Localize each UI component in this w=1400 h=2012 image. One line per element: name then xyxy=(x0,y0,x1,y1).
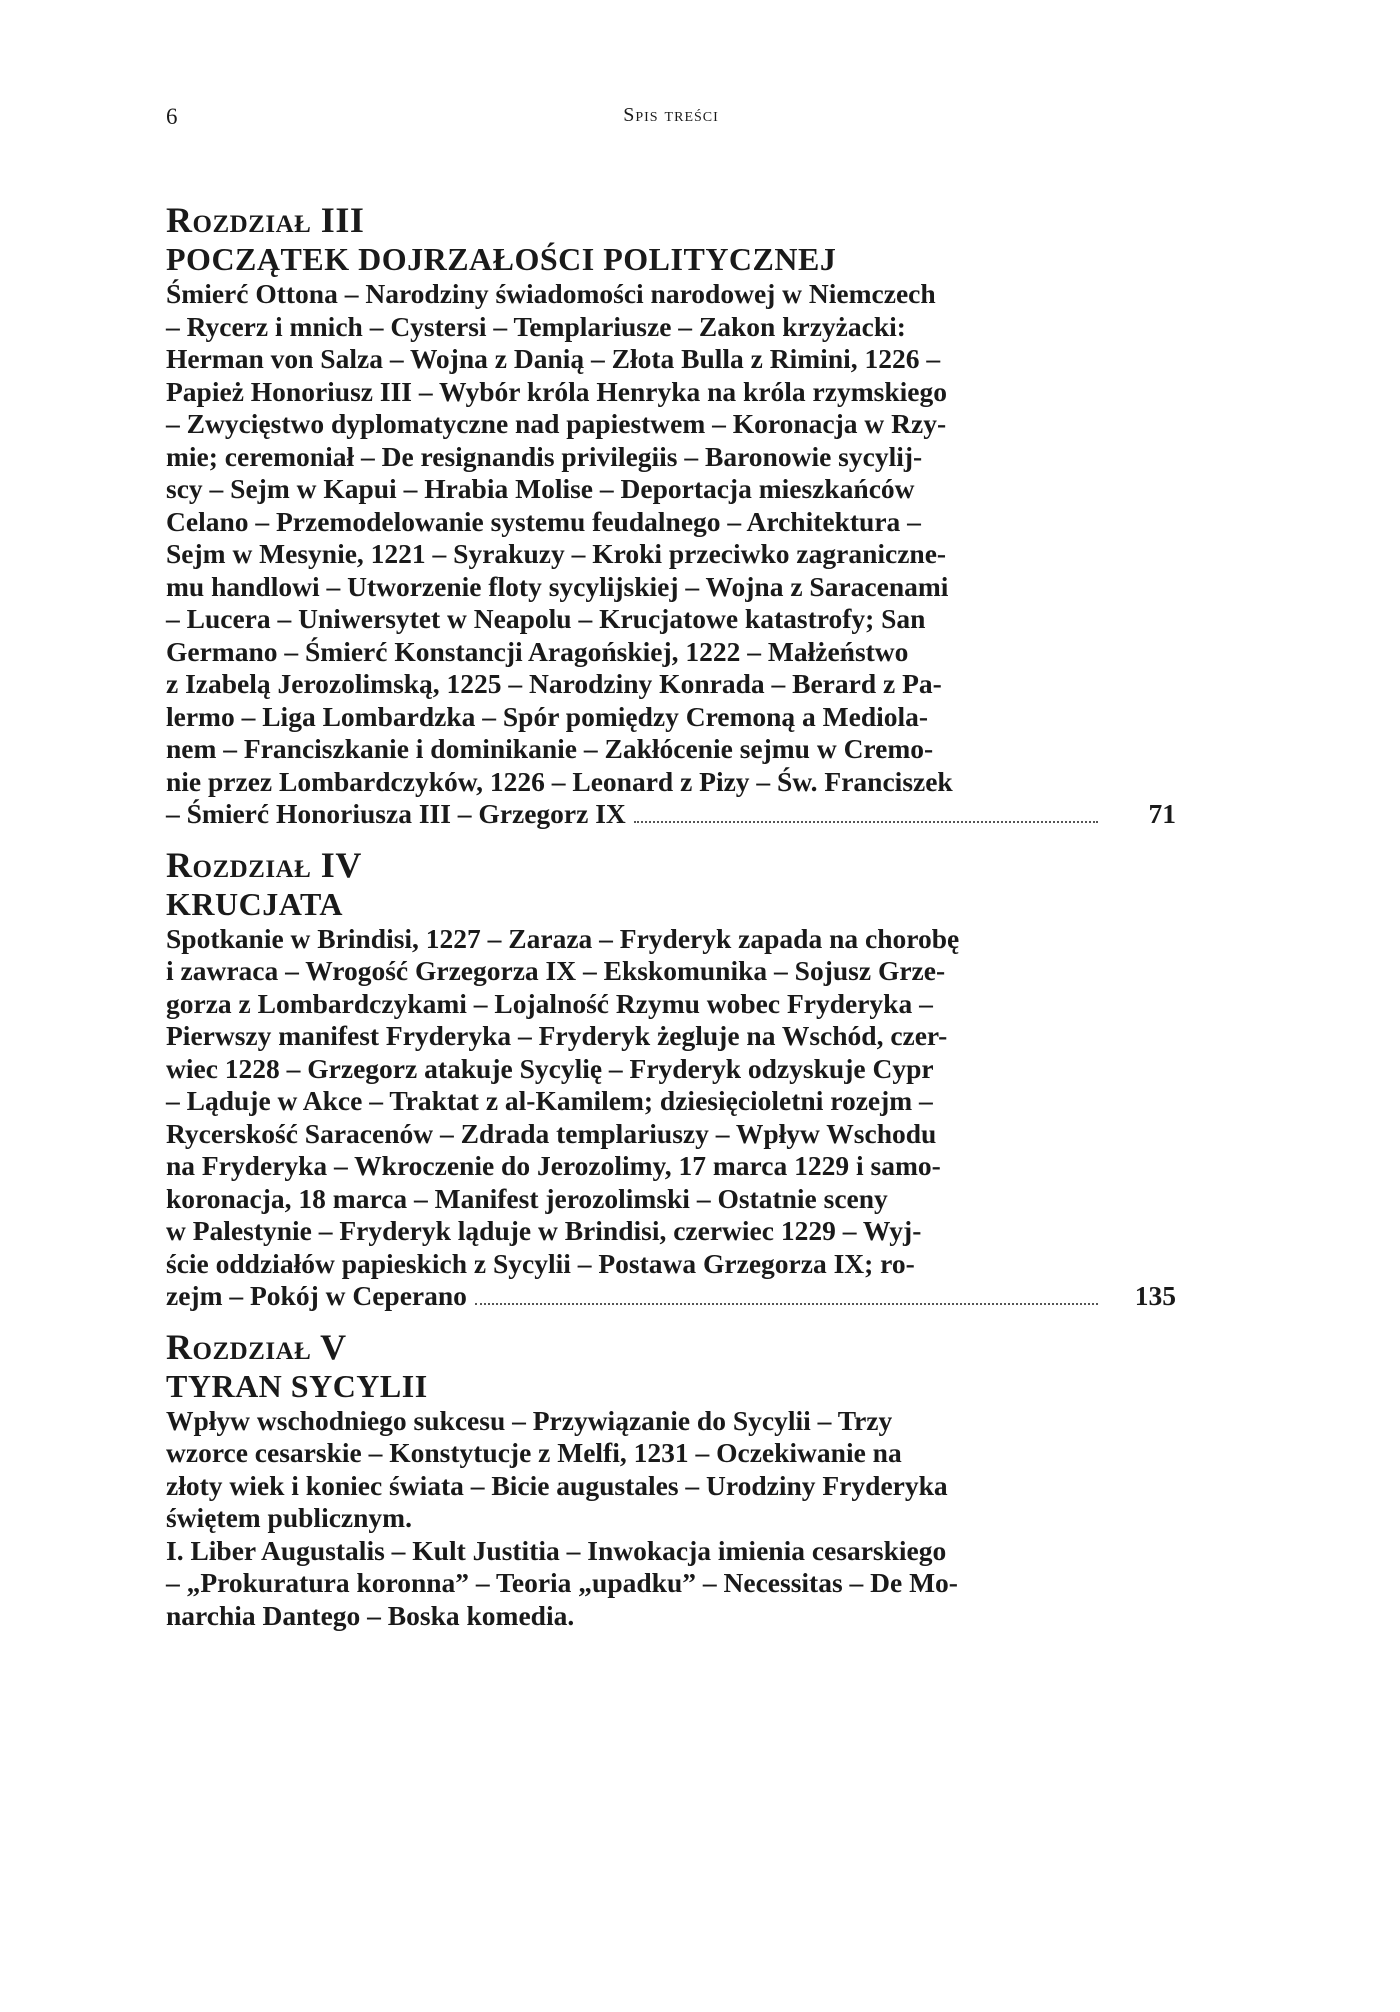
summary-line: – Lucera – Uniwersytet w Neapolu – Krucjatowe katastrofy; San xyxy=(166,603,926,634)
summary-line: lermo – Liga Lombardzka – Spór pomiędzy Cremoną a Mediola- xyxy=(166,700,929,732)
summary-line: mie; ceremoniał – De resignandis privilegiis – Baronowie sycylij- xyxy=(166,440,923,472)
chapter-title: KRUCJATA xyxy=(166,885,344,922)
toc-final-line xyxy=(166,798,1176,831)
chapter-entry xyxy=(166,844,1176,1313)
dot-leader xyxy=(634,821,1098,823)
summary-line: z Izabelą Jerozolimską, 1225 – Narodziny Konrada – Berard z Pa- xyxy=(166,668,942,699)
dot-leader xyxy=(475,1303,1098,1305)
summary-line: w Palestynie – Fryderyk ląduje w Brindisi, czerwiec 1229 – Wyj- xyxy=(166,1215,922,1246)
toc-final-line xyxy=(166,1280,1176,1313)
summary-line: świętem publicznym. xyxy=(166,1502,412,1533)
chapter-summary xyxy=(166,278,1176,831)
summary-line: Sejm w Mesynie, 1221 – Syrakuzy – Kroki przeciwko zagraniczne- xyxy=(166,538,947,569)
summary-line: nem – Franciszkanie i dominikanie – Zakłócenie sejmu w Cremo- xyxy=(166,733,934,764)
chapter-title: POCZĄTEK DOJRZAŁOŚCI POLITYCZNEJ xyxy=(166,241,837,277)
chapter-label: Rozdział IV xyxy=(166,844,362,885)
summary-line: – Rycerz i mnich – Cystersi – Templariusze – Zakon krzyżacki: xyxy=(166,310,906,342)
summary-line: na Fryderyka – Wkroczenie do Jerozolimy, 17 marca 1229 i samo- xyxy=(166,1150,941,1181)
chapter-summary xyxy=(166,1405,1096,1633)
summary-line: Wpływ wschodniego sukcesu – Przywiązanie do Sycylii – Trzy xyxy=(166,1404,893,1436)
chapter-summary xyxy=(166,922,1176,1313)
summary-line: koronacja, 18 marca – Manifest jerozolimski – Ostatnie sceny xyxy=(166,1182,888,1214)
summary-line: wiec 1228 – Grzegorz atakuje Sycylię – Fryderyk odzyskuje Cypr xyxy=(166,1052,934,1084)
summary-line: – Śmierć Honoriusza III – Grzegorz IX xyxy=(166,798,626,829)
summary-line: gorza z Lombardczykami – Lojalność Rzymu wobec Fryderyka – xyxy=(166,987,933,1019)
chapter-label: Rozdział V xyxy=(166,1326,347,1367)
summary-line: Rycerskość Saracenów – Zdrada templariuszy – Wpływ Wschodu xyxy=(166,1117,937,1149)
chapter-label: Rozdział III xyxy=(166,200,365,240)
page-reference[interactable]: 135 xyxy=(1134,1280,1176,1311)
running-head xyxy=(166,104,1176,134)
summary-line: Germano – Śmierć Konstancji Aragońskiej, 1222 – Małżeństwo xyxy=(166,635,909,667)
summary-line: zejm – Pokój w Ceperano xyxy=(166,1280,467,1311)
summary-line: Papież Honoriusz III – Wybór króla Henryka na króla rzymskiego xyxy=(166,375,947,407)
table-of-contents xyxy=(166,200,1176,1646)
summary-line: Celano – Przemodelowanie systemu feudalnego – Architektura – xyxy=(166,505,921,537)
summary-line: wzorce cesarskie – Konstytucje z Melfi, 1231 – Oczekiwanie na xyxy=(166,1437,902,1468)
summary-line: Pierwszy manifest Fryderyka – Fryderyk żegluje na Wschód, czer- xyxy=(166,1020,948,1051)
summary-line: Herman von Salza – Wojna z Danią – Złota Bulla z Rimini, 1226 – xyxy=(166,343,941,374)
summary-line: złoty wiek i koniec świata – Bicie augustales – Urodziny Fryderyka xyxy=(166,1469,948,1501)
summary-line: scy – Sejm w Kapui – Hrabia Molise – Deportacja mieszkańców xyxy=(166,473,915,504)
chapter-entry xyxy=(166,1327,1096,1633)
chapter-entry xyxy=(166,200,1176,831)
summary-line: narchia Dantego – Boska komedia. xyxy=(166,1599,575,1631)
summary-line: ście oddziałów papieskich z Sycylii – Postawa Grzegorza IX; ro- xyxy=(166,1247,915,1279)
summary-line: I. Liber Augustalis – Kult Justitia – Inwokacja imienia cesarskiego xyxy=(166,1534,947,1566)
page-number: 6 xyxy=(166,104,178,129)
summary-line: nie przez Lombardczyków, 1226 – Leonard z Pizy – Św. Franciszek xyxy=(166,765,953,797)
summary-line: mu handlowi – Utworzenie floty sycylijskiej – Wojna z Saracenami xyxy=(166,570,949,602)
summary-line: Spotkanie w Brindisi, 1227 – Zaraza – Fryderyk zapada na chorobę xyxy=(166,922,960,954)
summary-line: Śmierć Ottona – Narodziny świadomości narodowej w Niemczech xyxy=(166,278,936,309)
page-reference[interactable]: 71 xyxy=(1148,798,1176,829)
chapter-title: TYRAN SYCYLII xyxy=(166,1367,428,1404)
summary-line: – „Prokuratura koronna” – Teoria „upadku” – Necessitas – De Mo- xyxy=(166,1567,958,1598)
summary-line: i zawraca – Wrogość Grzegorza IX – Ekskomunika – Sojusz Grze- xyxy=(166,955,946,986)
summary-line: – Zwycięstwo dyplomatyczne nad papiestwem – Koronacja w Rzy- xyxy=(166,408,947,439)
summary-line: – Ląduje w Akce – Traktat z al-Kamilem; dziesięcioletni rozejm – xyxy=(166,1085,933,1116)
running-title: Spis treści xyxy=(623,104,719,126)
